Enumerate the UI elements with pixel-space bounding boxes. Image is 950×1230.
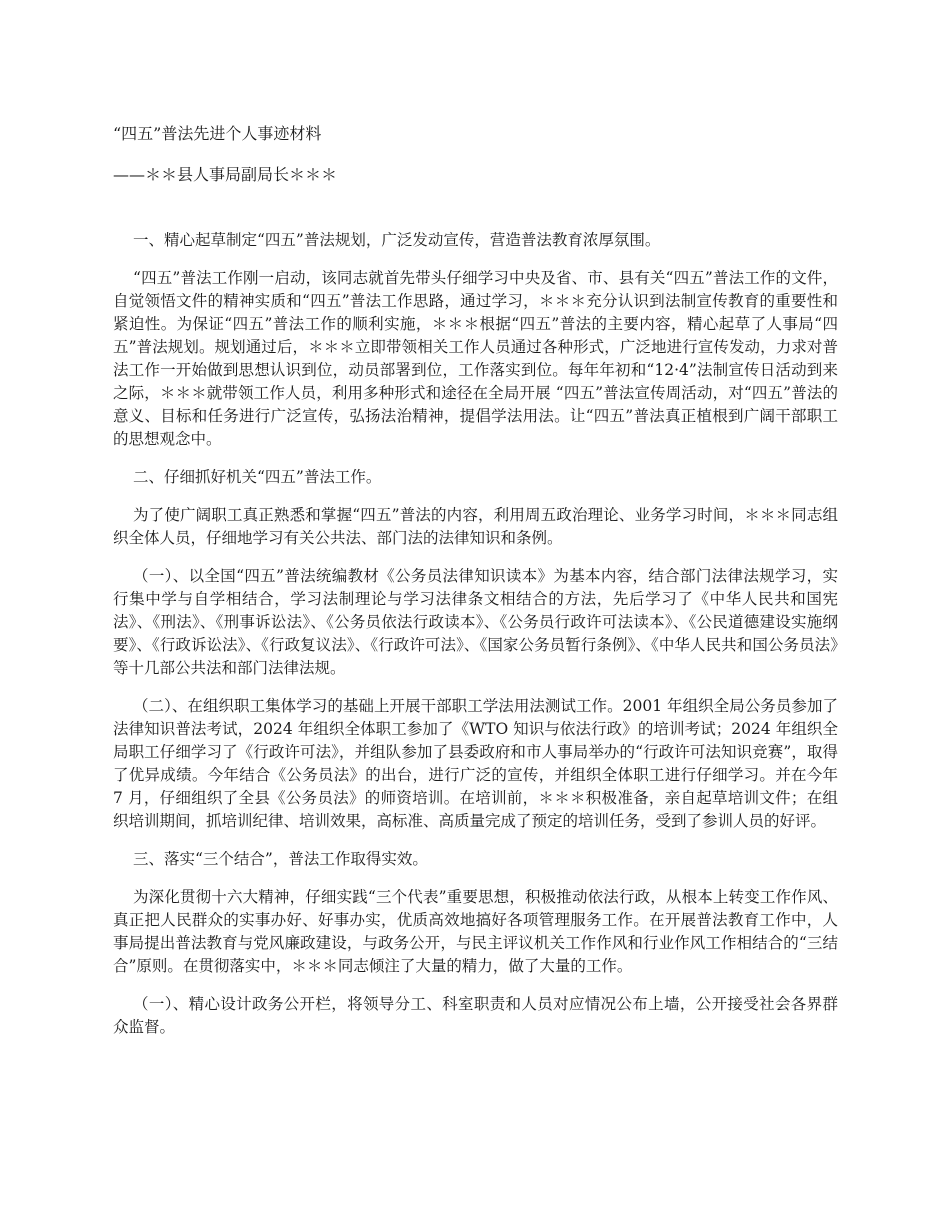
body-paragraph: （一）、以全国“四五”普法统编教材《公务员法律知识读本》为基本内容，结合部门法律法规学习，实行集中学与自学相结合，学习法制理论与学习法律条文相结合的方法，先后学习了《中华人民共和国宪法》、《刑法》、《刑事诉讼法》、《公务员依法行政读本》、《公务员行政许可法读本》、《公民道德建设实施纲要》、《行政诉讼法》、《行政复议法》、《行政许可法》、《国家公务员暂行条例》、《中华人民共和国公务员法》等十几部公共法和部门法律法规。 (113, 567, 838, 677)
body-paragraph: （一）、精心设计政务公开栏，将领导分工、科室职责和人员对应情况公布上墙，公开接受社会各界群众监督。 (113, 995, 838, 1036)
document-page (113, 122, 838, 1054)
body-paragraph: 为了使广阔职工真正熟悉和掌握“四五”普法的内容，利用周五政治理论、业务学习时间，＊＊＊同志组织全体人员，仔细地学习有关公共法、部门法的法律知识和条例。 (113, 506, 838, 547)
section-heading-1: 一、精心起草制定“四五”普法规划，广泛发动宣传，营造普法教育浓厚氛围。 (133, 231, 661, 249)
section-heading-3: 三、落实“三个结合”，普法工作取得实效。 (133, 850, 428, 868)
document-title: “四五”普法先进个人事迹材料 (113, 124, 322, 143)
body-paragraph: （二）、在组织职工集体学习的基础上开展干部职工学法用法测试工作。2001 年组织全局公务员参加了法律知识普法考试，2024 年组织全体职工参加了《WTO 知识与依法行政》的培训考试；2024 年组织全局职工仔细学习了《行政许可法》，并组队参加了县委政府和市人事局举办的“行政许可法知识竞赛”，取得了优异成绩。今年结合《公务员法》的出台，进行广泛的宣传，并组织全体职工进行仔细学习。并在今年 7 月，仔细组织了全县《公务员法》的师资培训。在培训前，＊＊＊积极准备，亲自起草培训文件；在组织培训期间，抓培训纪律、培训效果，高标准、高质量完成了预定的培训任务，受到了参训人员的好评。 (113, 697, 838, 830)
section-heading-2: 二、仔细抓好机关“四五”普法工作。 (133, 468, 382, 486)
body-paragraph: 为深化贯彻十六大精神，仔细实践“三个代表”重要思想，积极推动依法行政，从根本上转变工作作风、真正把人民群众的实事办好、好事办实，优质高效地搞好各项管理服务工作。在开展普法教育工作中，人事局提出普法教育与党风廉政建设，与政务公开，与民主评议机关工作作风和行业作风工作相结合的“三结合”原则。在贯彻落实中，＊＊＊同志倾注了大量的精力，做了大量的工作。 (113, 888, 838, 975)
document-subtitle: ——＊＊县人事局副局长＊＊＊ (113, 165, 338, 184)
body-paragraph: “四五”普法工作刚一启动，该同志就首先带头仔细学习中央及省、市、县有关“四五”普法工作的文件，自觉领悟文件的精神实质和“四五”普法工作思路，通过学习，＊＊＊充分认识到法制宣传教育的重要性和紧迫性。为保证“四五”普法工作的顺利实施，＊＊＊根据“四五”普法的主要内容，精心起草了人事局“四五”普法规划。规划通过后，＊＊＊立即带领相关工作人员通过各种形式，广泛地进行宣传发动，力求对普法工作一开始做到思想认识到位，动员部署到位，工作落实到位。每年年初和“12·4”法制宣传日活动到来之际，＊＊＊就带领工作人员，利用多种形式和途径在全局开展 “四五”普法宣传周活动，对“四五”普法的意义、目标和任务进行广泛宣传，弘扬法治精神，提倡学法用法。让“四五”普法真正植根到广阔干部职工的思想观念中。 (113, 269, 838, 448)
